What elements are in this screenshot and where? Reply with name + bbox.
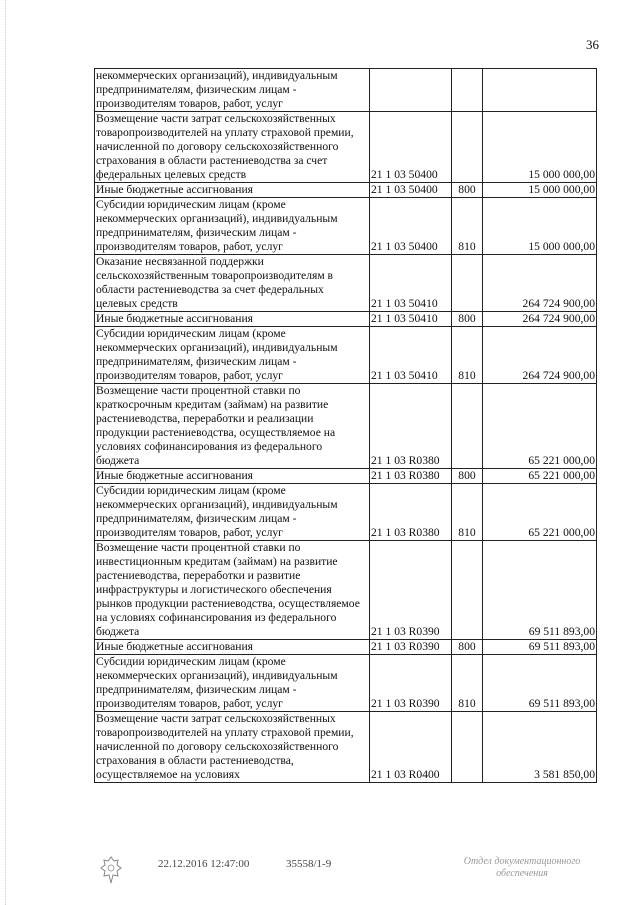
row-sum-cell: 264 724 900,00	[483, 327, 597, 384]
row-code-cell: 21 1 03 50410	[370, 327, 452, 384]
row-code-cell: 21 1 03 50400	[370, 198, 452, 255]
row-sum-cell: 264 724 900,00	[483, 312, 597, 327]
row-code-cell: 21 1 03 50400	[370, 112, 452, 183]
footer-datetime: 22.12.2016 12:47:00	[158, 858, 250, 870]
table-row	[95, 255, 597, 312]
row-expense-type-cell: 810	[452, 655, 483, 712]
row-sum-cell: 69 511 893,00	[483, 541, 597, 640]
row-name-cell: Возмещение части процентной ставки по инвестиционным кредитам (займам) на развитие растениеводства, переработки и развитие инфраструктуры и логистического обеспечения рынков продукции растениеводства, осуществляемое на условиях софинансирования из федерального бюджета	[95, 541, 370, 640]
row-name-cell: Иные бюджетные ассигнования	[95, 640, 370, 655]
row-expense-type-cell: 810	[452, 198, 483, 255]
page-footer	[0, 856, 640, 896]
row-name-cell: Возмещение части процентной ставки по краткосрочным кредитам (займам) на развитие растениеводства, переработки и реализации продукции растениеводства, осуществляемое на условиях софинансирования из федерального бюджета	[95, 384, 370, 469]
row-expense-type-cell: 800	[452, 640, 483, 655]
row-sum-cell: 65 221 000,00	[483, 384, 597, 469]
row-sum-cell: 15 000 000,00	[483, 112, 597, 183]
table-row	[95, 384, 597, 469]
row-code-cell: 21 1 03 R0400	[370, 712, 452, 783]
row-expense-type-cell	[452, 384, 483, 469]
row-code-cell: 21 1 03 R0380	[370, 484, 452, 541]
row-code-cell	[370, 69, 452, 112]
row-sum-cell: 65 221 000,00	[483, 469, 597, 484]
row-code-cell: 21 1 03 R0390	[370, 655, 452, 712]
row-name-cell: некоммерческих организаций), индивидуальным предпринимателям, физическим лицам - производителям товаров, работ, услуг	[95, 69, 370, 112]
table-row	[95, 183, 597, 198]
table-row	[95, 484, 597, 541]
row-sum-cell: 3 581 850,00	[483, 712, 597, 783]
row-sum-cell: 69 511 893,00	[483, 655, 597, 712]
row-sum-cell	[483, 69, 597, 112]
row-name-cell: Субсидии юридическим лицам (кроме некоммерческих организаций), индивидуальным предпринимателям, физическим лицам - производителям товаров, работ, услуг	[95, 327, 370, 384]
table-row	[95, 198, 597, 255]
footer-doc-number: 35558/1-9	[286, 858, 332, 870]
row-name-cell: Субсидии юридическим лицам (кроме некоммерческих организаций), индивидуальным предпринимателям, физическим лицам - производителям товаров, работ, услуг	[95, 484, 370, 541]
table-row	[95, 69, 597, 112]
row-name-cell: Субсидии юридическим лицам (кроме некоммерческих организаций), индивидуальным предпринимателям, физическим лицам - производителям товаров, работ, услуг	[95, 198, 370, 255]
row-expense-type-cell	[452, 712, 483, 783]
row-code-cell: 21 1 03 R0380	[370, 469, 452, 484]
table-row	[95, 640, 597, 655]
row-expense-type-cell: 800	[452, 312, 483, 327]
row-code-cell: 21 1 03 R0390	[370, 541, 452, 640]
budget-table-body	[95, 69, 597, 783]
coat-of-arms-emblem	[100, 856, 122, 884]
row-name-cell: Иные бюджетные ассигнования	[95, 312, 370, 327]
row-name-cell: Иные бюджетные ассигнования	[95, 469, 370, 484]
row-expense-type-cell	[452, 69, 483, 112]
table-row	[95, 541, 597, 640]
row-name-cell: Иные бюджетные ассигнования	[95, 183, 370, 198]
table-row	[95, 312, 597, 327]
row-code-cell: 21 1 03 R0390	[370, 640, 452, 655]
footer-stamp: Отдел документационного обеспечения	[463, 856, 581, 879]
row-expense-type-cell: 800	[452, 183, 483, 198]
row-name-cell: Оказание несвязанной поддержки сельскохозяйственным товаропроизводителям в области растениеводства за счет федеральных целевых средств	[95, 255, 370, 312]
table-row	[95, 112, 597, 183]
row-expense-type-cell: 800	[452, 469, 483, 484]
row-code-cell: 21 1 03 50400	[370, 183, 452, 198]
row-name-cell: Субсидии юридическим лицам (кроме некоммерческих организаций), индивидуальным предпринимателям, физическим лицам - производителям товаров, работ, услуг	[95, 655, 370, 712]
row-expense-type-cell: 810	[452, 327, 483, 384]
row-expense-type-cell	[452, 541, 483, 640]
row-code-cell: 21 1 03 50410	[370, 255, 452, 312]
row-expense-type-cell	[452, 255, 483, 312]
table-row	[95, 655, 597, 712]
table-row	[95, 327, 597, 384]
row-name-cell: Возмещение части затрат сельскохозяйственных товаропроизводителей на уплату страховой премии, начисленной по договору сельскохозяйственного страхования в области растениеводства за счет федеральных целевых средств	[95, 112, 370, 183]
budget-table	[94, 68, 597, 783]
table-row	[95, 712, 597, 783]
row-name-cell: Возмещение части затрат сельскохозяйственных товаропроизводителей на уплату страховой премии, начисленной по договору сельскохозяйственного страхования в области растениеводства, осуществляемое на условиях	[95, 712, 370, 783]
table-row	[95, 469, 597, 484]
row-sum-cell: 264 724 900,00	[483, 255, 597, 312]
scan-margin	[0, 0, 6, 905]
row-sum-cell: 69 511 893,00	[483, 640, 597, 655]
row-expense-type-cell	[452, 112, 483, 183]
page-number: 36	[586, 37, 599, 52]
row-expense-type-cell: 810	[452, 484, 483, 541]
row-code-cell: 21 1 03 50410	[370, 312, 452, 327]
row-sum-cell: 65 221 000,00	[483, 484, 597, 541]
row-code-cell: 21 1 03 R0380	[370, 384, 452, 469]
row-sum-cell: 15 000 000,00	[483, 183, 597, 198]
row-sum-cell: 15 000 000,00	[483, 198, 597, 255]
